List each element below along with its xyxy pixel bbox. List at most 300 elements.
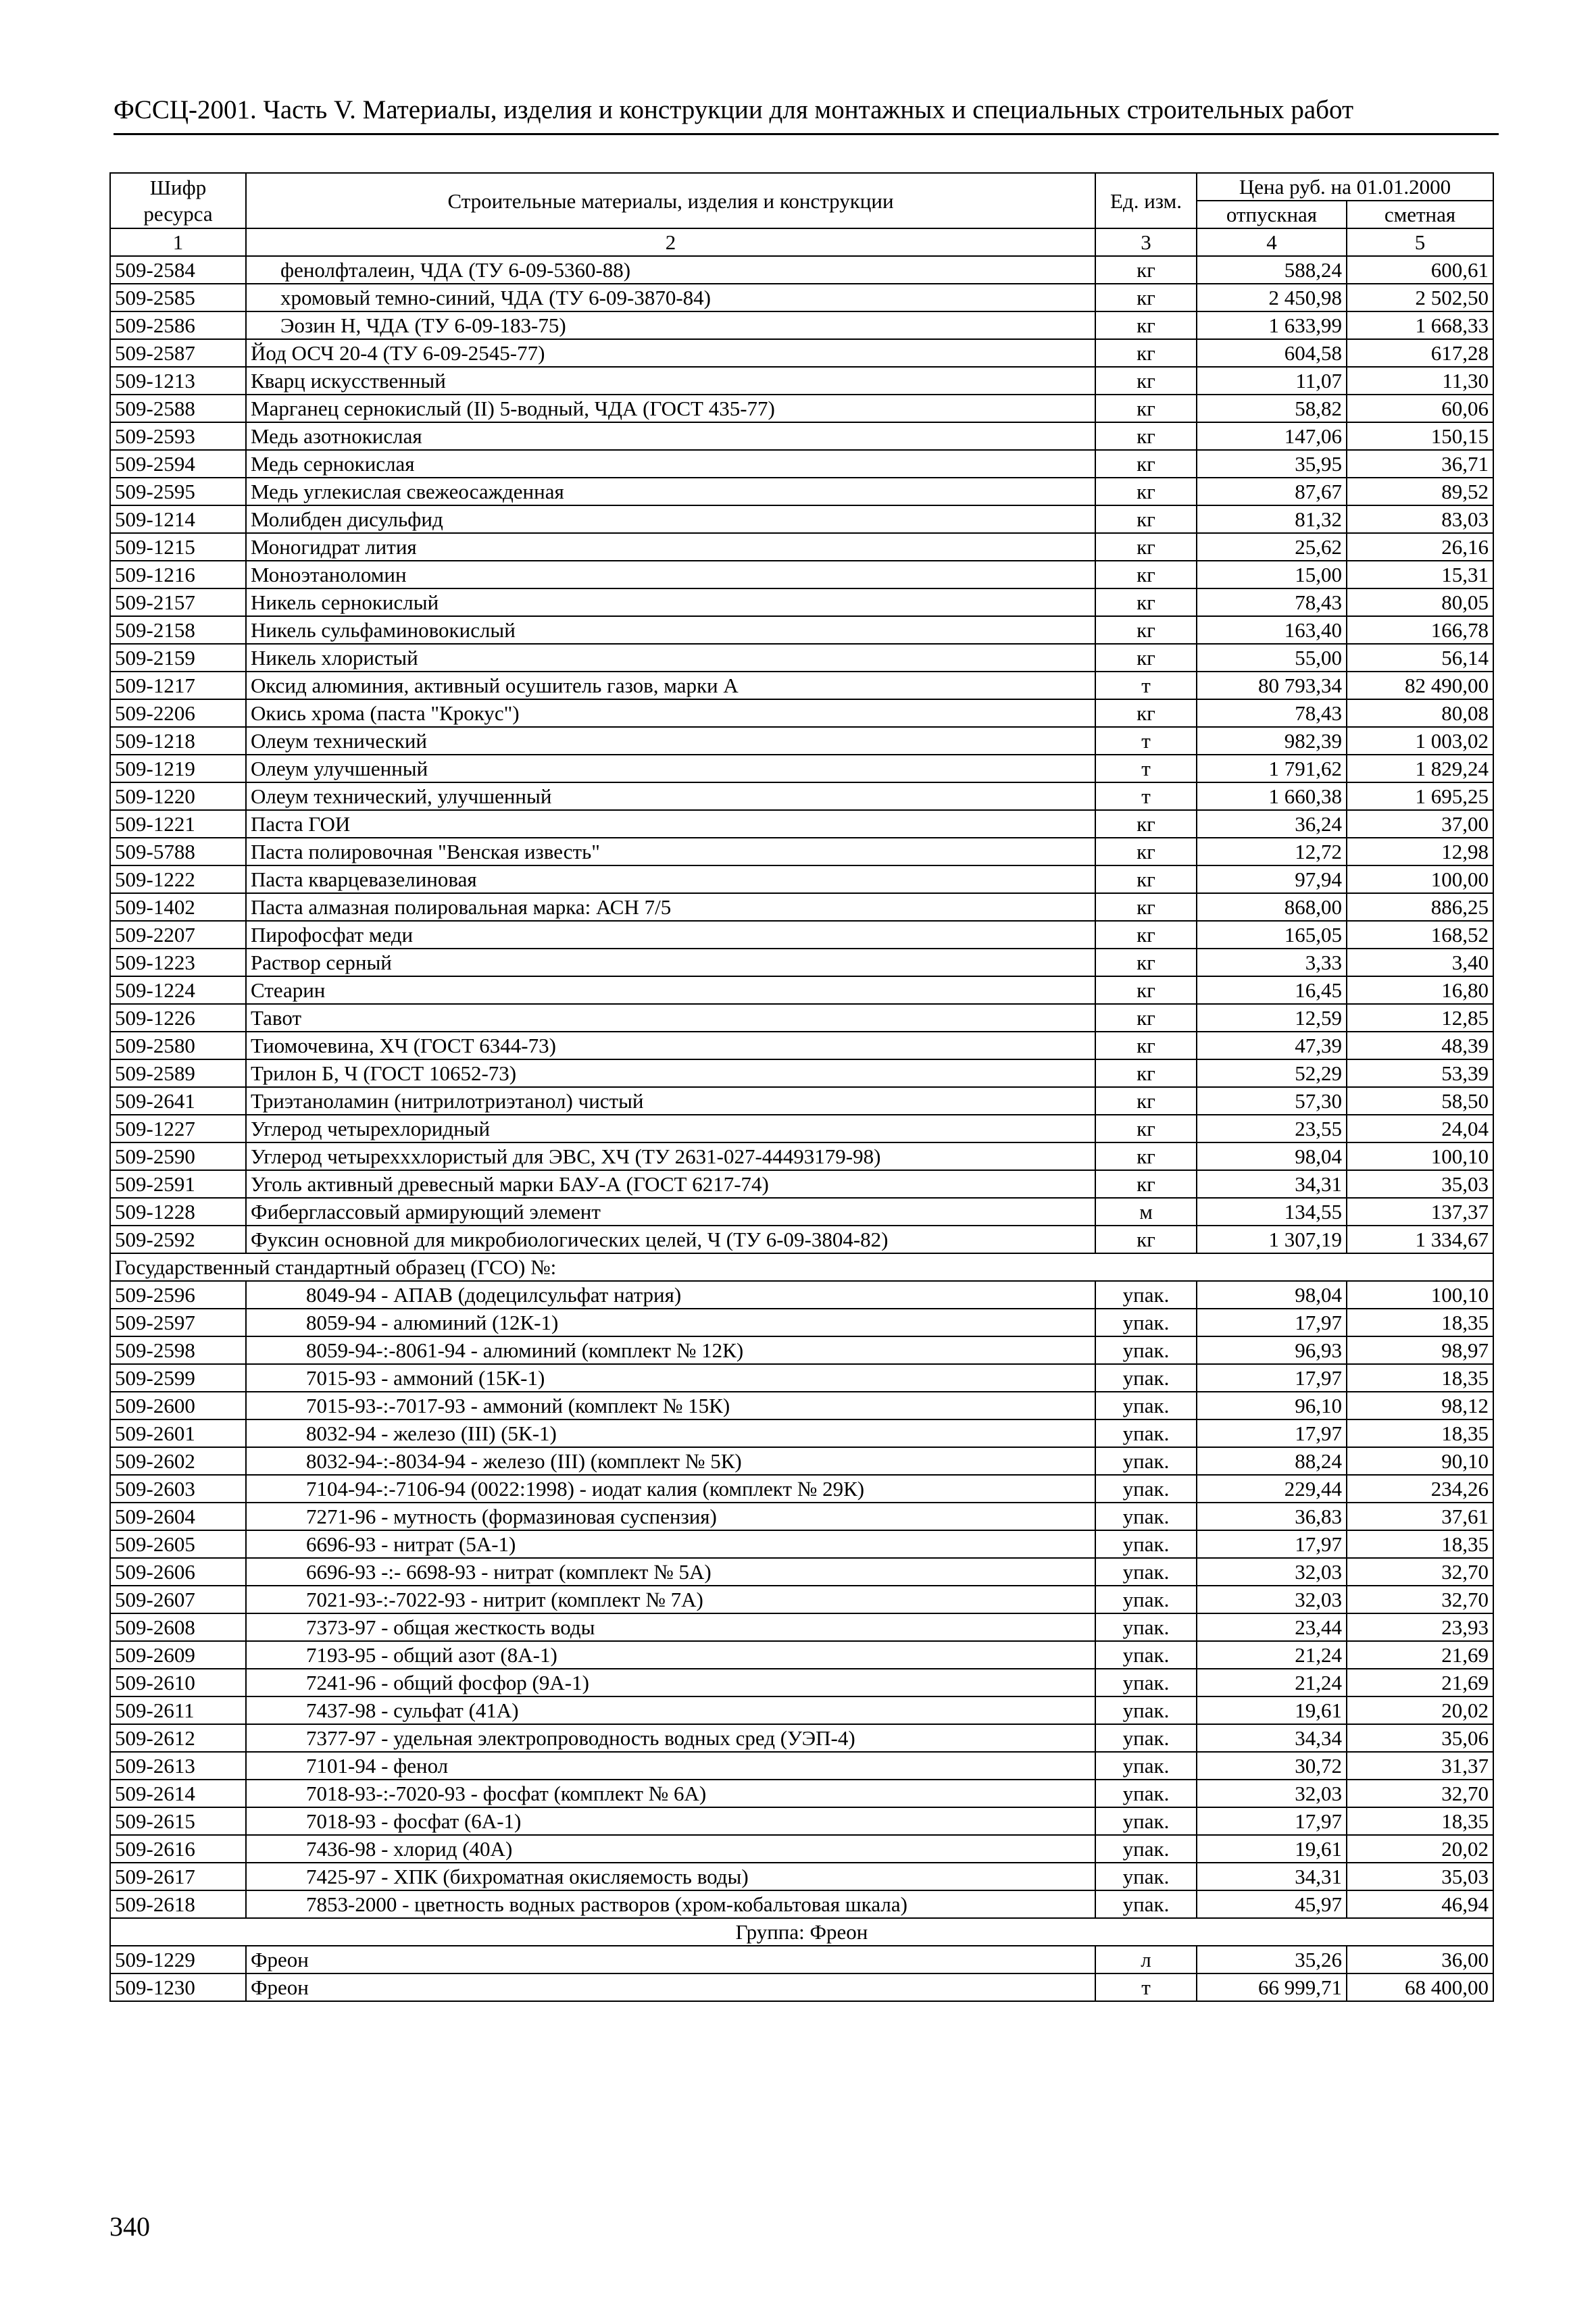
resource-code: 509-2596 [110,1281,246,1309]
estimate-price: 21,69 [1347,1669,1493,1696]
material-name: 7437-98 - сульфат (41А) [246,1696,1095,1724]
material-name: 7241-96 - общий фосфор (9А-1) [246,1669,1095,1696]
material-name: Фуксин основной для микробиологических целей, Ч (ТУ 6-09-3804-82) [246,1226,1095,1253]
estimate-price: 18,35 [1347,1364,1493,1392]
resource-code: 509-2157 [110,588,246,616]
table-row [110,505,1493,533]
release-price: 32,03 [1197,1586,1347,1613]
unit: кг [1095,1142,1197,1170]
resource-code: 509-2608 [110,1613,246,1641]
table-row [110,810,1493,838]
unit: кг [1095,450,1197,478]
material-name: 8032-94 - железо (III) (5К-1) [246,1419,1095,1447]
release-price: 80 793,34 [1197,672,1347,699]
header-name: Строительные материалы, изделия и конструкции [246,173,1095,228]
table-row [110,1696,1493,1724]
table-row [110,284,1493,311]
unit: кг [1095,1059,1197,1087]
release-price: 15,00 [1197,561,1347,588]
header-unit: Ед. изм. [1095,173,1197,228]
release-price: 17,97 [1197,1419,1347,1447]
estimate-price: 2 502,50 [1347,284,1493,311]
material-name: Никель сернокислый [246,588,1095,616]
estimate-price: 82 490,00 [1347,672,1493,699]
release-price: 98,04 [1197,1142,1347,1170]
table-row [110,561,1493,588]
material-name: Раствор серный [246,949,1095,976]
table-row [110,782,1493,810]
resource-code: 509-1221 [110,810,246,838]
header-divider [114,133,1499,135]
release-price: 165,05 [1197,921,1347,949]
unit: кг [1095,1032,1197,1059]
estimate-price: 53,39 [1347,1059,1493,1087]
section-gso [110,1253,1493,1281]
unit: кг [1095,422,1197,450]
resource-code: 509-2613 [110,1752,246,1780]
estimate-price: 18,35 [1347,1309,1493,1336]
table-row [110,367,1493,395]
table-row [110,588,1493,616]
release-price: 78,43 [1197,588,1347,616]
release-price: 17,97 [1197,1807,1347,1835]
release-price: 588,24 [1197,256,1347,284]
resource-code: 509-2614 [110,1780,246,1807]
resource-code: 509-2617 [110,1863,246,1890]
unit: т [1095,1973,1197,2001]
release-price: 982,39 [1197,727,1347,755]
unit: упак. [1095,1613,1197,1641]
material-name: 8059-94 - алюминий (12К-1) [246,1309,1095,1336]
resource-code: 509-2585 [110,284,246,311]
estimate-price: 1 668,33 [1347,311,1493,339]
unit: упак. [1095,1752,1197,1780]
release-price: 58,82 [1197,395,1347,422]
table-row [110,616,1493,644]
resource-code: 509-1218 [110,727,246,755]
material-name: Паста алмазная полировальная марка: АСН 7/5 [246,893,1095,921]
table-row [110,1724,1493,1752]
material-name: Молибден дисульфид [246,505,1095,533]
estimate-price: 886,25 [1347,893,1493,921]
unit: м [1095,1198,1197,1226]
table-row [110,755,1493,782]
resource-code: 509-2609 [110,1641,246,1669]
material-name: 7104-94-:-7106-94 (0022:1998) - иодат калия (комплект № 29К) [246,1475,1095,1503]
unit: упак. [1095,1696,1197,1724]
column-number: 2 [246,228,1095,256]
unit: кг [1095,893,1197,921]
material-name: 7853-2000 - цветность водных растворов (хром-кобальтовая шкала) [246,1890,1095,1918]
estimate-price: 18,35 [1347,1419,1493,1447]
estimate-price: 20,02 [1347,1696,1493,1724]
material-name: 7436-98 - хлорид (40А) [246,1835,1095,1863]
table-row [110,949,1493,976]
estimate-price: 234,26 [1347,1475,1493,1503]
table-row [110,1419,1493,1447]
release-price: 45,97 [1197,1890,1347,1918]
estimate-price: 100,00 [1347,865,1493,893]
resource-code: 509-2641 [110,1087,246,1115]
unit: кг [1095,1087,1197,1115]
table-row [110,1558,1493,1586]
unit: упак. [1095,1586,1197,1613]
table-row [110,1392,1493,1419]
material-name: Никель сульфаминовокислый [246,616,1095,644]
release-price: 52,29 [1197,1059,1347,1087]
estimate-price: 80,08 [1347,699,1493,727]
release-price: 19,61 [1197,1696,1347,1724]
release-price: 36,24 [1197,810,1347,838]
resource-code: 509-1220 [110,782,246,810]
release-price: 47,39 [1197,1032,1347,1059]
table-row [110,699,1493,727]
table-row [110,727,1493,755]
table-row [110,1780,1493,1807]
material-name: Никель хлористый [246,644,1095,672]
resource-code: 509-2592 [110,1226,246,1253]
estimate-price: 23,93 [1347,1613,1493,1641]
resource-code: 509-2602 [110,1447,246,1475]
section-gso-title: Государственный стандартный образец (ГСО) №: [110,1253,1493,1281]
resource-code: 509-2586 [110,311,246,339]
table-row [110,311,1493,339]
estimate-price: 89,52 [1347,478,1493,505]
estimate-price: 3,40 [1347,949,1493,976]
material-name: 7193-95 - общий азот (8А-1) [246,1641,1095,1669]
unit: упак. [1095,1475,1197,1503]
release-price: 147,06 [1197,422,1347,450]
table-row [110,1170,1493,1198]
material-name: 7425-97 - ХПК (бихроматная окисляемость воды) [246,1863,1095,1890]
unit: т [1095,672,1197,699]
unit: кг [1095,699,1197,727]
resource-code: 509-2601 [110,1419,246,1447]
table-row [110,256,1493,284]
unit: упак. [1095,1780,1197,1807]
resource-code: 509-1224 [110,976,246,1004]
release-price: 23,55 [1197,1115,1347,1142]
material-name: Марганец сернокислый (II) 5-водный, ЧДА (ГОСТ 435-77) [246,395,1095,422]
unit: кг [1095,976,1197,1004]
table-row [110,1142,1493,1170]
estimate-price: 150,15 [1347,422,1493,450]
unit: кг [1095,561,1197,588]
table-row [110,1613,1493,1641]
column-number-row [110,228,1493,256]
table-row [110,1336,1493,1364]
resource-code: 509-2597 [110,1309,246,1336]
table-row [110,1447,1493,1475]
table-row [110,1752,1493,1780]
release-price: 34,31 [1197,1863,1347,1890]
estimate-price: 1 003,02 [1347,727,1493,755]
resource-code: 509-2159 [110,644,246,672]
release-price: 87,67 [1197,478,1347,505]
resource-code: 509-2600 [110,1392,246,1419]
unit: упак. [1095,1724,1197,1752]
estimate-price: 36,71 [1347,450,1493,478]
unit: т [1095,755,1197,782]
table-row [110,1309,1493,1336]
resource-code: 509-1213 [110,367,246,395]
release-price: 36,83 [1197,1503,1347,1530]
column-number: 5 [1347,228,1493,256]
release-price: 21,24 [1197,1669,1347,1696]
resource-code: 509-2588 [110,395,246,422]
unit: кг [1095,616,1197,644]
resource-code: 509-1214 [110,505,246,533]
unit: упак. [1095,1336,1197,1364]
unit: упак. [1095,1530,1197,1558]
table-row [110,1364,1493,1392]
material-name: 7373-97 - общая жесткость воды [246,1613,1095,1641]
column-number: 1 [110,228,246,256]
unit: упак. [1095,1807,1197,1835]
estimate-price: 36,00 [1347,1946,1493,1973]
release-price: 34,31 [1197,1170,1347,1198]
estimate-price: 18,35 [1347,1530,1493,1558]
material-name: 8032-94-:-8034-94 - железо (III) (комплект № 5К) [246,1447,1095,1475]
unit: кг [1095,644,1197,672]
resource-code: 509-1217 [110,672,246,699]
unit: кг [1095,284,1197,311]
release-price: 96,93 [1197,1336,1347,1364]
table-row [110,422,1493,450]
table-row [110,865,1493,893]
estimate-price: 12,85 [1347,1004,1493,1032]
header-estimate-price: сметная [1347,201,1493,228]
table-row [110,395,1493,422]
unit: кг [1095,1170,1197,1198]
unit: упак. [1095,1641,1197,1669]
release-price: 98,04 [1197,1281,1347,1309]
unit: кг [1095,1004,1197,1032]
material-name: Медь азотнокислая [246,422,1095,450]
material-name: 7015-93 - аммоний (15К-1) [246,1364,1095,1392]
estimate-price: 98,97 [1347,1336,1493,1364]
estimate-price: 80,05 [1347,588,1493,616]
unit: кг [1095,505,1197,533]
release-price: 17,97 [1197,1364,1347,1392]
table-row [110,533,1493,561]
table-row [110,893,1493,921]
resource-code: 509-2158 [110,616,246,644]
resource-code: 509-1229 [110,1946,246,1973]
table-row [110,1004,1493,1032]
resource-code: 509-2593 [110,422,246,450]
material-name: 8049-94 - АПАВ (додецилсульфат натрия) [246,1281,1095,1309]
table-row [110,1115,1493,1142]
material-name: 7101-94 - фенол [246,1752,1095,1780]
resource-code: 509-2587 [110,339,246,367]
material-name: Тиомочевина, ХЧ (ГОСТ 6344-73) [246,1032,1095,1059]
unit: упак. [1095,1669,1197,1696]
estimate-price: 12,98 [1347,838,1493,865]
unit: упак. [1095,1309,1197,1336]
table-row [110,1973,1493,2001]
release-price: 78,43 [1197,699,1347,727]
table-row [110,1226,1493,1253]
resource-code: 509-2591 [110,1170,246,1198]
table-row [110,450,1493,478]
table-row [110,1586,1493,1613]
release-price: 1 791,62 [1197,755,1347,782]
resource-code: 509-1222 [110,865,246,893]
estimate-price: 35,03 [1347,1170,1493,1198]
material-name: 7271-96 - мутность (формазиновая суспензия) [246,1503,1095,1530]
estimate-price: 100,10 [1347,1281,1493,1309]
price-table [109,172,1494,2002]
resource-code: 509-1226 [110,1004,246,1032]
resource-code: 509-2604 [110,1503,246,1530]
unit: кг [1095,395,1197,422]
table-row [110,1863,1493,1890]
material-name: 6696-93 - нитрат (5А-1) [246,1530,1095,1558]
estimate-price: 617,28 [1347,339,1493,367]
material-name: Олеум технический, улучшенный [246,782,1095,810]
resource-code: 509-1230 [110,1973,246,2001]
resource-code: 509-2598 [110,1336,246,1364]
unit: упак. [1095,1392,1197,1419]
unit: кг [1095,1226,1197,1253]
material-name: Моногидрат лития [246,533,1095,561]
material-name: Уголь активный древесный марки БАУ-А (ГОСТ 6217-74) [246,1170,1095,1198]
material-name: Паста ГОИ [246,810,1095,838]
table-row [110,1946,1493,1973]
release-price: 3,33 [1197,949,1347,976]
material-name: Трилон Б, Ч (ГОСТ 10652-73) [246,1059,1095,1087]
estimate-price: 56,14 [1347,644,1493,672]
table-row [110,1807,1493,1835]
unit: кг [1095,588,1197,616]
material-name: 8059-94-:-8061-94 - алюминий (комплект № 12К) [246,1336,1095,1364]
resource-code: 509-1215 [110,533,246,561]
table-row [110,1059,1493,1087]
resource-code: 509-2615 [110,1807,246,1835]
release-price: 1 660,38 [1197,782,1347,810]
resource-code: 509-2589 [110,1059,246,1087]
release-price: 66 999,71 [1197,1973,1347,2001]
estimate-price: 35,03 [1347,1863,1493,1890]
material-name: 7021-93-:-7022-93 - нитрит (комплект № 7А) [246,1586,1095,1613]
resource-code: 509-2618 [110,1890,246,1918]
table-row [110,1890,1493,1918]
section-freon [110,1918,1493,1946]
resource-code: 509-1228 [110,1198,246,1226]
estimate-price: 37,00 [1347,810,1493,838]
header-code: Шифр ресурса [110,173,246,228]
estimate-price: 58,50 [1347,1087,1493,1115]
table-row [110,838,1493,865]
resource-code: 509-2599 [110,1364,246,1392]
header-release-price: отпускная [1197,201,1347,228]
material-name: Фреон [246,1946,1095,1973]
table-header-row-1 [110,173,1493,201]
material-name: фенолфталеин, ЧДА (ТУ 6-09-5360-88) [246,256,1095,284]
table-row [110,1835,1493,1863]
column-number: 4 [1197,228,1347,256]
release-price: 32,03 [1197,1780,1347,1807]
material-name: Оксид алюминия, активный осушитель газов, марки А [246,672,1095,699]
table-row [110,976,1493,1004]
unit: л [1095,1946,1197,1973]
release-price: 55,00 [1197,644,1347,672]
section-freon-title: Группа: Фреон [110,1918,1493,1946]
estimate-price: 26,16 [1347,533,1493,561]
release-price: 868,00 [1197,893,1347,921]
estimate-price: 1 829,24 [1347,755,1493,782]
estimate-price: 90,10 [1347,1447,1493,1475]
table-row [110,1503,1493,1530]
estimate-price: 11,30 [1347,367,1493,395]
estimate-price: 100,10 [1347,1142,1493,1170]
estimate-price: 24,04 [1347,1115,1493,1142]
table-row [110,1281,1493,1309]
material-name: Триэтаноламин (нитрилотриэтанол) чистый [246,1087,1095,1115]
material-name: Углерод четырехххлористый для ЭВС, ХЧ (ТУ 2631-027-44493179-98) [246,1142,1095,1170]
resource-code: 509-1227 [110,1115,246,1142]
material-name: Олеум улучшенный [246,755,1095,782]
page-header-title: ФССЦ-2001. Часть V. Материалы, изделия и конструкции для монтажных и специальных строительных работ [114,95,1354,124]
release-price: 96,10 [1197,1392,1347,1419]
estimate-price: 98,12 [1347,1392,1493,1419]
estimate-price: 16,80 [1347,976,1493,1004]
unit: кг [1095,1115,1197,1142]
material-name: 7377-97 - удельная электропроводность водных сред (УЭП-4) [246,1724,1095,1752]
table-row [110,1475,1493,1503]
estimate-price: 32,70 [1347,1780,1493,1807]
material-name: Фиберглассовый армирующий элемент [246,1198,1095,1226]
release-price: 23,44 [1197,1613,1347,1641]
material-name: Окись хрома (паста "Крокус") [246,699,1095,727]
estimate-price: 137,37 [1347,1198,1493,1226]
release-price: 163,40 [1197,616,1347,644]
estimate-price: 15,31 [1347,561,1493,588]
estimate-price: 46,94 [1347,1890,1493,1918]
release-price: 30,72 [1197,1752,1347,1780]
resource-code: 509-2611 [110,1696,246,1724]
resource-code: 509-2606 [110,1558,246,1586]
table-row [110,1641,1493,1669]
material-name: Медь сернокислая [246,450,1095,478]
resource-code: 509-2207 [110,921,246,949]
release-price: 81,32 [1197,505,1347,533]
unit: кг [1095,810,1197,838]
resource-code: 509-1402 [110,893,246,921]
table-row [110,644,1493,672]
unit: упак. [1095,1835,1197,1863]
estimate-price: 21,69 [1347,1641,1493,1669]
release-price: 21,24 [1197,1641,1347,1669]
material-name: 7015-93-:-7017-93 - аммоний (комплект № 15К) [246,1392,1095,1419]
unit: т [1095,782,1197,810]
estimate-price: 37,61 [1347,1503,1493,1530]
resource-code: 509-2616 [110,1835,246,1863]
release-price: 604,58 [1197,339,1347,367]
table-row [110,339,1493,367]
unit: кг [1095,949,1197,976]
material-name: Эозин Н, ЧДА (ТУ 6-09-183-75) [246,311,1095,339]
unit: кг [1095,367,1197,395]
unit: упак. [1095,1503,1197,1530]
unit: упак. [1095,1558,1197,1586]
release-price: 229,44 [1197,1475,1347,1503]
material-name: Пирофосфат меди [246,921,1095,949]
resource-code: 509-1216 [110,561,246,588]
unit: упак. [1095,1281,1197,1309]
resource-code: 509-2584 [110,256,246,284]
